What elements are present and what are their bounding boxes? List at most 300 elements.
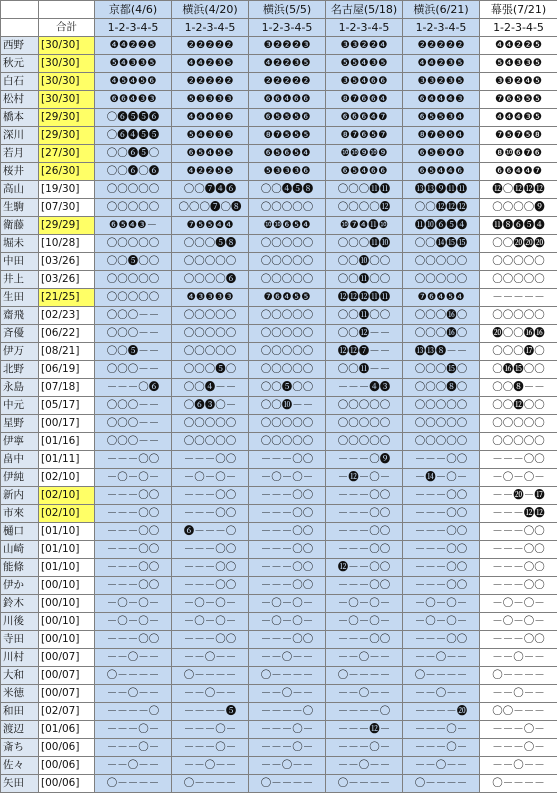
member-total: [05/17] <box>39 397 95 415</box>
result-cell: 〇〇〇⓰〇 <box>403 325 480 343</box>
table-row <box>1 613 557 631</box>
result-cell: ❹❹❷❸❺ <box>172 55 249 73</box>
result-cell: ❸❸❷❸❺ <box>403 73 480 91</box>
result-cell: ⓫❽❻❺❹ <box>480 217 557 235</box>
member-total: [00/06] <box>39 775 95 793</box>
table-row <box>1 109 557 127</box>
result-cell: －－〇－－ <box>480 757 557 775</box>
result-cell: 〇〇〇〇〇 <box>172 433 249 451</box>
result-cell: －－－〇〇 <box>326 523 403 541</box>
result-cell: ❸❷❷❷❸ <box>249 37 326 55</box>
result-cell: ❿❼❹⓫❿ <box>326 217 403 235</box>
result-cell: －－－〇〇 <box>172 541 249 559</box>
table-row <box>1 91 557 109</box>
result-cell: ❽❼❻❺❼ <box>326 127 403 145</box>
table-row <box>1 505 557 523</box>
result-cell: 〇－－－－ <box>326 775 403 793</box>
result-cell: －－－〇〇 <box>249 541 326 559</box>
result-cell: 〇〇〇－－ <box>95 397 172 415</box>
table-row <box>1 739 557 757</box>
table-row <box>1 721 557 739</box>
member-name: 山崎 <box>1 541 39 559</box>
result-cell: －－－〇〇 <box>403 631 480 649</box>
result-cell: 〇〇〇〇〇 <box>326 415 403 433</box>
event-header: 横浜(4/20) <box>172 1 249 19</box>
result-cell: －－〇－－ <box>403 757 480 775</box>
result-cell: ❽❼❺❺❹ <box>403 127 480 145</box>
result-cell: －－－－❺ <box>172 703 249 721</box>
result-cell: ❻❺❸❹❻ <box>403 145 480 163</box>
result-cell: ❹❷❷❸❺ <box>249 55 326 73</box>
member-name: 米徳 <box>1 685 39 703</box>
result-cell: ❻❺❹❻❻ <box>326 163 403 181</box>
result-cell: －－－⓬⓬ <box>480 505 557 523</box>
member-name: 橋本 <box>1 109 39 127</box>
result-cell: －－－〇－ <box>326 739 403 757</box>
member-name: 伊純 <box>1 469 39 487</box>
result-cell: ❽❿❻❼❻ <box>480 145 557 163</box>
table-row <box>1 253 557 271</box>
result-cell: 〇〇〇〇〇 <box>95 271 172 289</box>
result-cell: 〇〇〇〇〇 <box>172 325 249 343</box>
member-total: [30/30] <box>39 55 95 73</box>
result-cell: －〇－〇－ <box>172 469 249 487</box>
result-cell: ❸❸❷❹❺ <box>480 73 557 91</box>
result-cell: －－〇－－ <box>480 685 557 703</box>
result-cell: 〇〇❿〇〇 <box>326 253 403 271</box>
member-name: 川後 <box>1 613 39 631</box>
result-cell: －－〇－－ <box>249 649 326 667</box>
table-row <box>1 397 557 415</box>
result-cell: 〇〇〇〇⓬ <box>326 199 403 217</box>
member-total: [07/18] <box>39 379 95 397</box>
result-cell: ❼❺❼❺❽ <box>480 127 557 145</box>
result-cell: ❻❺❻❺❹ <box>249 145 326 163</box>
result-cell: －－－〇〇 <box>480 541 557 559</box>
result-cell: 〇〇〇❺〇 <box>172 361 249 379</box>
result-cell: －－－〇〇 <box>172 559 249 577</box>
member-name: 伊万 <box>1 343 39 361</box>
table-row <box>1 451 557 469</box>
result-cell: －－－〇〇 <box>95 505 172 523</box>
result-cell: －－－〇－ <box>249 721 326 739</box>
member-name: 生田 <box>1 289 39 307</box>
result-cell: 〇〇〇⓰〇 <box>403 307 480 325</box>
result-cell: －－－〇〇 <box>326 541 403 559</box>
result-cell: 〇－－－－ <box>403 775 480 793</box>
table-row <box>1 433 557 451</box>
result-cell: －〇－〇－ <box>172 595 249 613</box>
result-cell: 〇〇〇〇〇 <box>403 397 480 415</box>
result-cell: －－－〇〇 <box>326 487 403 505</box>
member-name: 佐々 <box>1 757 39 775</box>
result-cell: －－－〇〇 <box>480 523 557 541</box>
result-cell: －－－〇－ <box>172 739 249 757</box>
result-cell: －－－〇〇 <box>403 577 480 595</box>
result-cell: －－〇－－ <box>480 649 557 667</box>
member-name: 松村 <box>1 91 39 109</box>
result-cell: 〇〇❹－－ <box>172 379 249 397</box>
member-total: [30/30] <box>39 91 95 109</box>
member-total: [02/10] <box>39 469 95 487</box>
result-cell: ⓬⓬⓬⓫⓫ <box>326 289 403 307</box>
member-total: [10/28] <box>39 235 95 253</box>
result-cell: 〇〇〇〇〇 <box>95 181 172 199</box>
result-cell: 〇〇〇－－ <box>95 325 172 343</box>
result-cell: 〇－－－－ <box>172 667 249 685</box>
event-subheader: 1-2-3-4-5 <box>480 19 557 37</box>
result-cell: ❻❻❹❻❻ <box>249 91 326 109</box>
member-name: 伊寧 <box>1 433 39 451</box>
result-cell: ⓫❿❻❺❹ <box>403 217 480 235</box>
member-name: 堀未 <box>1 235 39 253</box>
table-row <box>1 685 557 703</box>
member-name: 白石 <box>1 73 39 91</box>
result-cell: 〇〇〇〇〇 <box>172 343 249 361</box>
table-row <box>1 37 557 55</box>
member-name: 若月 <box>1 145 39 163</box>
result-cell: 〇〇〇〇〇 <box>172 415 249 433</box>
result-cell: 〇－－－－ <box>326 667 403 685</box>
result-cell: －－－〇－ <box>403 721 480 739</box>
result-cell: 〇⓰⓯〇〇 <box>480 361 557 379</box>
result-cell: ❺❹❸❸❺ <box>95 55 172 73</box>
member-total: [07/30] <box>39 199 95 217</box>
member-name: 川村 <box>1 649 39 667</box>
result-cell: 〇〇⓬－－ <box>326 325 403 343</box>
member-total: [01/11] <box>39 451 95 469</box>
result-cell: －－－〇〇 <box>95 577 172 595</box>
member-name: 斉優 <box>1 325 39 343</box>
member-total: [00/06] <box>39 739 95 757</box>
result-cell: 〇〇〇❼〇❽ <box>172 199 249 217</box>
member-total: [21/25] <box>39 289 95 307</box>
result-cell: ❹❹❹❸❺ <box>480 109 557 127</box>
table-row <box>1 595 557 613</box>
result-cell: 〇〇⓴⓴⓴ <box>480 235 557 253</box>
table-row <box>1 487 557 505</box>
event-subheader: 1-2-3-4-5 <box>249 19 326 37</box>
event-subheader: 1-2-3-4-5 <box>172 19 249 37</box>
result-cell: －－－〇〇 <box>95 487 172 505</box>
result-cell: 〇〇❺〇〇 <box>249 379 326 397</box>
result-cell: 〇〇〇〇〇 <box>172 307 249 325</box>
result-cell: －－－〇❾ <box>326 451 403 469</box>
result-cell: －－－－〇 <box>249 703 326 721</box>
result-cell: 〇〇〇〇〇 <box>249 325 326 343</box>
member-name: 星野 <box>1 415 39 433</box>
table-row <box>1 127 557 145</box>
table-row <box>1 217 557 235</box>
result-cell: －〇－〇－ <box>480 469 557 487</box>
result-cell: 〇❻❺❺❻ <box>95 109 172 127</box>
result-cell: －－－〇〇 <box>249 523 326 541</box>
result-cell: 〇－－－－ <box>172 775 249 793</box>
result-cell: 〇〇〇⓫❿ <box>326 235 403 253</box>
result-cell: 〇〇〇⓫⓫ <box>326 181 403 199</box>
table-row <box>1 343 557 361</box>
result-cell: －－－〇〇 <box>249 631 326 649</box>
result-cell: －〇－〇－ <box>249 613 326 631</box>
result-cell: 〇〇⓫〇〇 <box>326 307 403 325</box>
table-row <box>1 757 557 775</box>
table-row <box>1 145 557 163</box>
member-total: [30/30] <box>39 37 95 55</box>
table-row <box>1 361 557 379</box>
corner-cell <box>1 1 39 19</box>
result-cell: 〇〇❻〇❻ <box>95 163 172 181</box>
result-cell: ❹❺❹❺❻ <box>95 73 172 91</box>
result-cell: －－－⓬－ <box>326 721 403 739</box>
result-cell: 〇〇〇－－ <box>95 307 172 325</box>
result-cell: －－－〇〇 <box>403 487 480 505</box>
result-cell: ❽❼❻❻❹ <box>326 91 403 109</box>
member-name: 井上 <box>1 271 39 289</box>
result-cell: 〇〇❿－－ <box>249 397 326 415</box>
table-row <box>1 667 557 685</box>
member-name: 寺田 <box>1 631 39 649</box>
result-cell: 〇〇〇〇〇 <box>249 343 326 361</box>
result-cell: 〇〇〇〇〇 <box>249 433 326 451</box>
result-cell: 〇〇❽－－ <box>480 379 557 397</box>
member-total: [02/23] <box>39 307 95 325</box>
table-row <box>1 163 557 181</box>
member-name: 渡辺 <box>1 721 39 739</box>
result-cell: ❽❼❺❺❺ <box>249 127 326 145</box>
table-row <box>1 73 557 91</box>
result-cell: 〇〇❺－－ <box>95 343 172 361</box>
result-cell: 〇〇〇〇❾ <box>480 199 557 217</box>
result-cell: ❼❻❹❺❹ <box>403 289 480 307</box>
result-cell: －－⓴－⓱ <box>480 487 557 505</box>
result-cell: －⓬－〇－ <box>326 469 403 487</box>
result-cell: －－－〇〇 <box>403 505 480 523</box>
member-name: 大和 <box>1 667 39 685</box>
result-cell: －－－〇〇 <box>403 559 480 577</box>
member-name: 斎ち <box>1 739 39 757</box>
result-cell: －－〇－－ <box>403 685 480 703</box>
result-cell: 〇❻❹❺❺ <box>95 127 172 145</box>
result-cell: 〇〇〇〇〇 <box>480 307 557 325</box>
result-cell: －－－〇〇 <box>480 577 557 595</box>
member-name: 矢田 <box>1 775 39 793</box>
result-cell: 〇〇〇〇〇 <box>480 271 557 289</box>
table-row <box>1 649 557 667</box>
member-total: [00/10] <box>39 595 95 613</box>
result-cell: 〇〇❼❹❻ <box>172 181 249 199</box>
member-name: 高山 <box>1 181 39 199</box>
result-cell: 〇〇〇〇〇 <box>249 235 326 253</box>
result-cell: 〇〇〇〇〇 <box>249 361 326 379</box>
header-row-events <box>1 1 557 19</box>
result-cell: ❻❻❹❸❸ <box>95 91 172 109</box>
result-cell: 〇〇〇〇〇 <box>249 253 326 271</box>
result-cell: －－－〇〇 <box>95 541 172 559</box>
member-name: 秋元 <box>1 55 39 73</box>
result-cell: －〇－〇－ <box>172 613 249 631</box>
result-cell: 〇〇〇〇〇 <box>172 253 249 271</box>
result-cell: 〇〇⓫－－ <box>326 361 403 379</box>
event-subheader: 1-2-3-4-5 <box>95 19 172 37</box>
result-cell: －－－〇〇 <box>249 451 326 469</box>
result-cell: 〇〇－－－ <box>480 703 557 721</box>
result-cell: ❹❹❹❸❸ <box>172 109 249 127</box>
result-cell: －－－〇〇 <box>249 487 326 505</box>
result-cell: －－－〇〇 <box>172 487 249 505</box>
event-subheader: 1-2-3-4-5 <box>403 19 480 37</box>
member-total: [26/30] <box>39 163 95 181</box>
table-row <box>1 55 557 73</box>
result-cell: 〇〇〇－－ <box>95 433 172 451</box>
member-total: [29/30] <box>39 109 95 127</box>
result-cell: ❻❹❹❹❸ <box>403 91 480 109</box>
result-cell: ❺❹❸❸❸ <box>172 127 249 145</box>
result-cell: －－〇－－ <box>249 685 326 703</box>
result-cell: 〇－－－－ <box>249 775 326 793</box>
member-total: [29/29] <box>39 217 95 235</box>
result-cell: 〇〇〇〇〇 <box>95 289 172 307</box>
result-cell: 〇－－－－ <box>249 667 326 685</box>
result-cell: －－〇－－ <box>326 685 403 703</box>
result-cell: ⓴〇〇⓰⓰ <box>480 325 557 343</box>
member-name: 中元 <box>1 397 39 415</box>
result-cell: 〇－－－－ <box>480 775 557 793</box>
result-cell: 〇〇〇⓱〇 <box>480 343 557 361</box>
member-name: 衛藤 <box>1 217 39 235</box>
member-total: [19/30] <box>39 181 95 199</box>
result-cell: 〇－－－－ <box>480 667 557 685</box>
result-cell: －－－〇－ <box>95 721 172 739</box>
result-cell: －－－－〇 <box>326 703 403 721</box>
table-row <box>1 289 557 307</box>
member-total: [02/07] <box>39 703 95 721</box>
member-name: 中田 <box>1 253 39 271</box>
member-total: [30/30] <box>39 73 95 91</box>
result-cell: －〇－〇－ <box>403 595 480 613</box>
result-cell: ❷❷❷❷❷ <box>172 73 249 91</box>
result-cell: ❸❸❷❷❹ <box>326 37 403 55</box>
result-cell: －－－〇－ <box>172 721 249 739</box>
result-cell: －－－〇〇 <box>326 505 403 523</box>
result-cell: ❷❷❷❷❷ <box>172 37 249 55</box>
member-total: [27/30] <box>39 145 95 163</box>
result-cell: －－〇－－ <box>326 649 403 667</box>
result-cell: －－〇－－ <box>172 649 249 667</box>
member-total: [00/06] <box>39 757 95 775</box>
result-cell: －－－〇〇 <box>172 631 249 649</box>
result-cell: －〇－〇－ <box>249 469 326 487</box>
result-cell: －－〇－－ <box>249 757 326 775</box>
result-cell: 〇〇〇〇〇 <box>403 271 480 289</box>
result-cell: 〇〇〇❺❽ <box>172 235 249 253</box>
result-cell: ❻❺❺❸❹ <box>403 109 480 127</box>
header-row-sub <box>1 19 557 37</box>
member-name: 市來 <box>1 505 39 523</box>
result-cell: －－－〇〇 <box>480 559 557 577</box>
member-total: [08/21] <box>39 343 95 361</box>
result-cell: －－〇－－ <box>95 649 172 667</box>
result-cell: －－〇－－ <box>172 757 249 775</box>
result-cell: 〇－－－－ <box>95 667 172 685</box>
member-total: [06/22] <box>39 325 95 343</box>
event-header: 京都(4/6) <box>95 1 172 19</box>
result-cell: －－－〇〇 <box>480 451 557 469</box>
table-row <box>1 379 557 397</box>
member-total: [03/26] <box>39 271 95 289</box>
result-cell: ❼❻❺❺❺ <box>480 91 557 109</box>
result-cell: －〇－〇－ <box>95 469 172 487</box>
result-cell: ❻❺❹❹❻ <box>403 163 480 181</box>
member-total: [06/19] <box>39 361 95 379</box>
table-row <box>1 415 557 433</box>
result-cell: ❻❺❹❸－ <box>95 217 172 235</box>
member-name: 西野 <box>1 37 39 55</box>
result-cell: ❹❹❷❷❺ <box>95 37 172 55</box>
result-cell: －－－〇〇 <box>249 577 326 595</box>
result-cell: ❿❿❾❿❾ <box>326 145 403 163</box>
result-cell: 〇〇〇〇〇 <box>249 271 326 289</box>
member-total: [00/10] <box>39 577 95 595</box>
event-header: 横浜(6/21) <box>403 1 480 19</box>
member-name: 畠中 <box>1 451 39 469</box>
result-cell: 〇〇⓫〇〇 <box>326 271 403 289</box>
result-cell: ❹❸❸❸❸ <box>172 289 249 307</box>
result-cell: 〇〇〇〇〇 <box>480 253 557 271</box>
result-cell: ❺❸❸❸❻ <box>249 163 326 181</box>
result-cell: －－－❹❸ <box>326 379 403 397</box>
result-cell: －〇－〇－ <box>326 595 403 613</box>
result-cell: 〇〇❹❺❽ <box>249 181 326 199</box>
result-cell: －－－〇〇 <box>172 577 249 595</box>
member-total: [01/10] <box>39 559 95 577</box>
member-total: [02/10] <box>39 505 95 523</box>
result-cell: 〇〇〇〇〇 <box>403 433 480 451</box>
result-cell: －－－〇－ <box>403 739 480 757</box>
result-cell: 〇〇〇〇〇 <box>326 433 403 451</box>
result-cell: －〇－〇－ <box>95 613 172 631</box>
result-cell: －－－－－ <box>480 289 557 307</box>
table-row <box>1 325 557 343</box>
result-cell: －－－〇－ <box>95 739 172 757</box>
result-cell: －－－〇〇 <box>95 451 172 469</box>
event-header: 幕張(7/21) <box>480 1 557 19</box>
member-total: [00/07] <box>39 685 95 703</box>
result-cell: 〇〇〇－－ <box>95 361 172 379</box>
result-cell: ⓭⓭❽－－ <box>403 343 480 361</box>
result-cell: 〇〇〇〇〇 <box>249 415 326 433</box>
result-cell: ❹❷❷❺❺ <box>172 163 249 181</box>
result-cell: 〇〇❺〇〇 <box>95 253 172 271</box>
result-cell: 〇〇❻❺〇 <box>95 145 172 163</box>
result-cell: 〇〇〇－－ <box>95 415 172 433</box>
result-cell: 〇〇〇〇〇 <box>403 253 480 271</box>
member-total: [29/30] <box>39 127 95 145</box>
result-cell: －〇－〇－ <box>480 595 557 613</box>
result-cell: －〇－〇－ <box>95 595 172 613</box>
result-cell: 〇〇〇❽〇 <box>403 379 480 397</box>
result-cell: ❺❹❸❸❺ <box>480 55 557 73</box>
member-name: 和田 <box>1 703 39 721</box>
result-cell: ❻❻❹❹❼ <box>480 163 557 181</box>
total-header-top <box>39 1 95 19</box>
result-cell: 〇〇⓮⓯⓯ <box>403 235 480 253</box>
result-cell: －⓮－〇－ <box>403 469 480 487</box>
table-row <box>1 703 557 721</box>
result-cell: －－－〇〇 <box>249 505 326 523</box>
result-cell: 〇〇〇〇❻ <box>172 271 249 289</box>
member-name: 桜井 <box>1 163 39 181</box>
result-cell: 〇〇⓬〇〇 <box>480 397 557 415</box>
